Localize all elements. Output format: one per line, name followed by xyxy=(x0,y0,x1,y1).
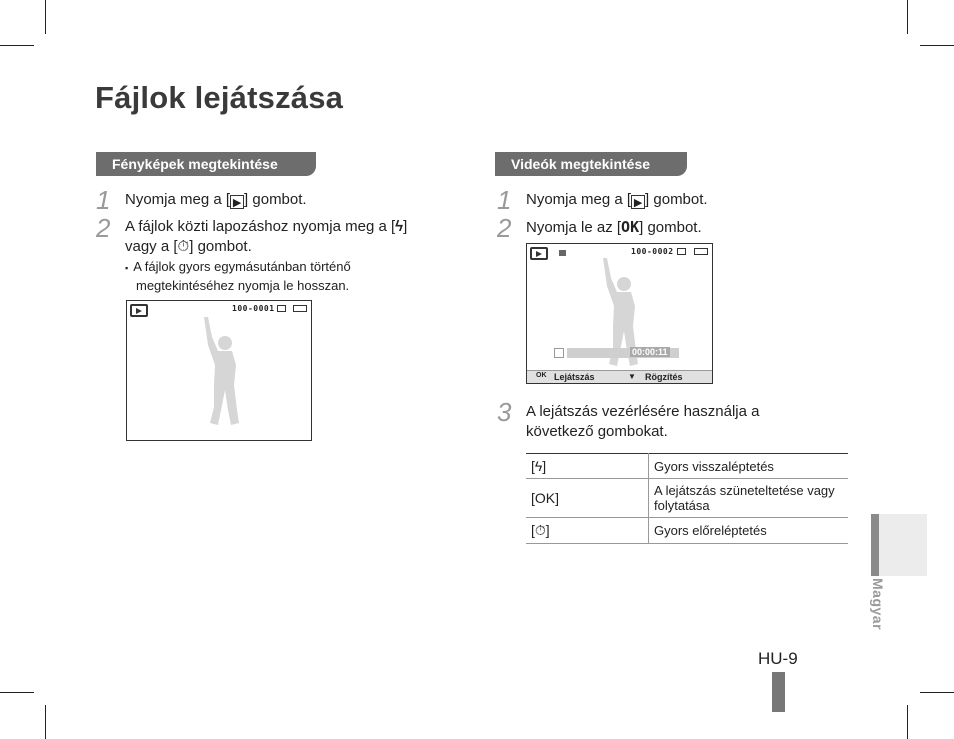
step-2-text xyxy=(125,217,445,257)
person-silhouette xyxy=(190,315,250,430)
section-tab-photos xyxy=(96,152,316,176)
bottom-bar xyxy=(527,370,712,383)
page-number: HU-9 xyxy=(758,649,798,668)
table-row xyxy=(526,454,848,479)
language-tab: Magyar xyxy=(870,578,886,631)
ok-key: OK xyxy=(536,372,547,379)
timer-icon: ⏱ xyxy=(177,238,190,255)
ok-icon: OK xyxy=(621,218,640,236)
step-text: A fájlok közti lapozáshoz nyomja meg a [ xyxy=(125,218,396,235)
play-label: Lejátszás xyxy=(554,372,595,382)
step-number: 2 xyxy=(497,213,512,243)
stop-icon xyxy=(554,348,564,358)
step-text: ] gombot. xyxy=(189,238,252,255)
table-key: [OK] xyxy=(526,479,649,518)
step-text: ] xyxy=(403,218,408,235)
record-label: Rögzítés xyxy=(645,372,683,382)
step-text: vagy a [ xyxy=(125,238,178,255)
video-icon xyxy=(559,250,566,256)
elapsed-time: 00:00:11 xyxy=(632,347,668,357)
step-text: ] gombot. xyxy=(244,191,307,208)
chevron-down-icon: ▼ xyxy=(628,372,636,381)
section-tab-label: Fényképek megtekintése xyxy=(112,156,278,172)
memory-icon xyxy=(277,305,286,312)
step-text: következő gombokat. xyxy=(526,423,668,440)
language-tab-accent xyxy=(871,514,879,576)
video-playback-screen xyxy=(526,243,713,384)
step-number: 3 xyxy=(497,397,512,427)
file-number: 100-0001 xyxy=(232,304,275,313)
flash-icon: ϟ xyxy=(395,218,404,235)
page-title: Fájlok lejátszása xyxy=(95,80,344,115)
crop-mark xyxy=(920,692,954,693)
table-row xyxy=(526,479,848,518)
section-tab-label: Videók megtekintése xyxy=(511,156,651,172)
crop-mark xyxy=(45,0,46,34)
play-icon: ▶ xyxy=(230,195,244,209)
step-1-text xyxy=(526,190,708,210)
table-key: [⏱] xyxy=(526,518,649,544)
memory-icon xyxy=(677,248,686,255)
note-line: megtekintéséhez nyomja le hosszan. xyxy=(136,278,350,293)
step-text: Nyomja meg a [ xyxy=(125,191,231,208)
crop-mark xyxy=(0,692,34,693)
step-text: Nyomja meg a [ xyxy=(526,191,632,208)
step-text: ] gombot. xyxy=(645,191,708,208)
crop-mark xyxy=(907,705,908,739)
language-tab-bg xyxy=(871,514,927,576)
step-number: 1 xyxy=(497,185,512,215)
crop-mark xyxy=(0,45,34,46)
note xyxy=(125,258,351,295)
playback-mode-icon xyxy=(530,247,548,260)
file-number: 100-0002 xyxy=(631,247,674,256)
controls-table xyxy=(526,453,848,544)
table-desc: Gyors visszaléptetés xyxy=(649,454,849,479)
page-marker xyxy=(772,672,785,712)
table-row xyxy=(526,518,848,544)
table-desc: A lejátszás szüneteltetése vagy folytatása xyxy=(649,479,849,518)
bullet: ▪ xyxy=(125,263,129,273)
step-number: 2 xyxy=(96,213,111,243)
step-3-text xyxy=(526,402,759,442)
step-1-text xyxy=(125,190,307,210)
step-number: 1 xyxy=(96,185,111,215)
step-text: ] gombot. xyxy=(639,219,702,236)
photo-playback-screen xyxy=(126,300,312,441)
playback-mode-icon xyxy=(130,304,148,317)
crop-mark xyxy=(45,705,46,739)
battery-icon xyxy=(293,305,307,312)
play-icon: ▶ xyxy=(631,195,645,209)
table-desc: Gyors előreléptetés xyxy=(649,518,849,544)
step-text: Nyomja le az [ xyxy=(526,219,622,236)
note-line: A fájlok gyors egymásutánban történő xyxy=(133,259,351,274)
crop-mark xyxy=(907,0,908,34)
step-2-text xyxy=(526,217,702,238)
section-tab-videos xyxy=(495,152,687,176)
crop-mark xyxy=(920,45,954,46)
battery-icon xyxy=(694,248,708,255)
step-text: A lejátszás vezérlésére használja a xyxy=(526,403,760,420)
table-key: [ϟ] xyxy=(526,454,649,479)
